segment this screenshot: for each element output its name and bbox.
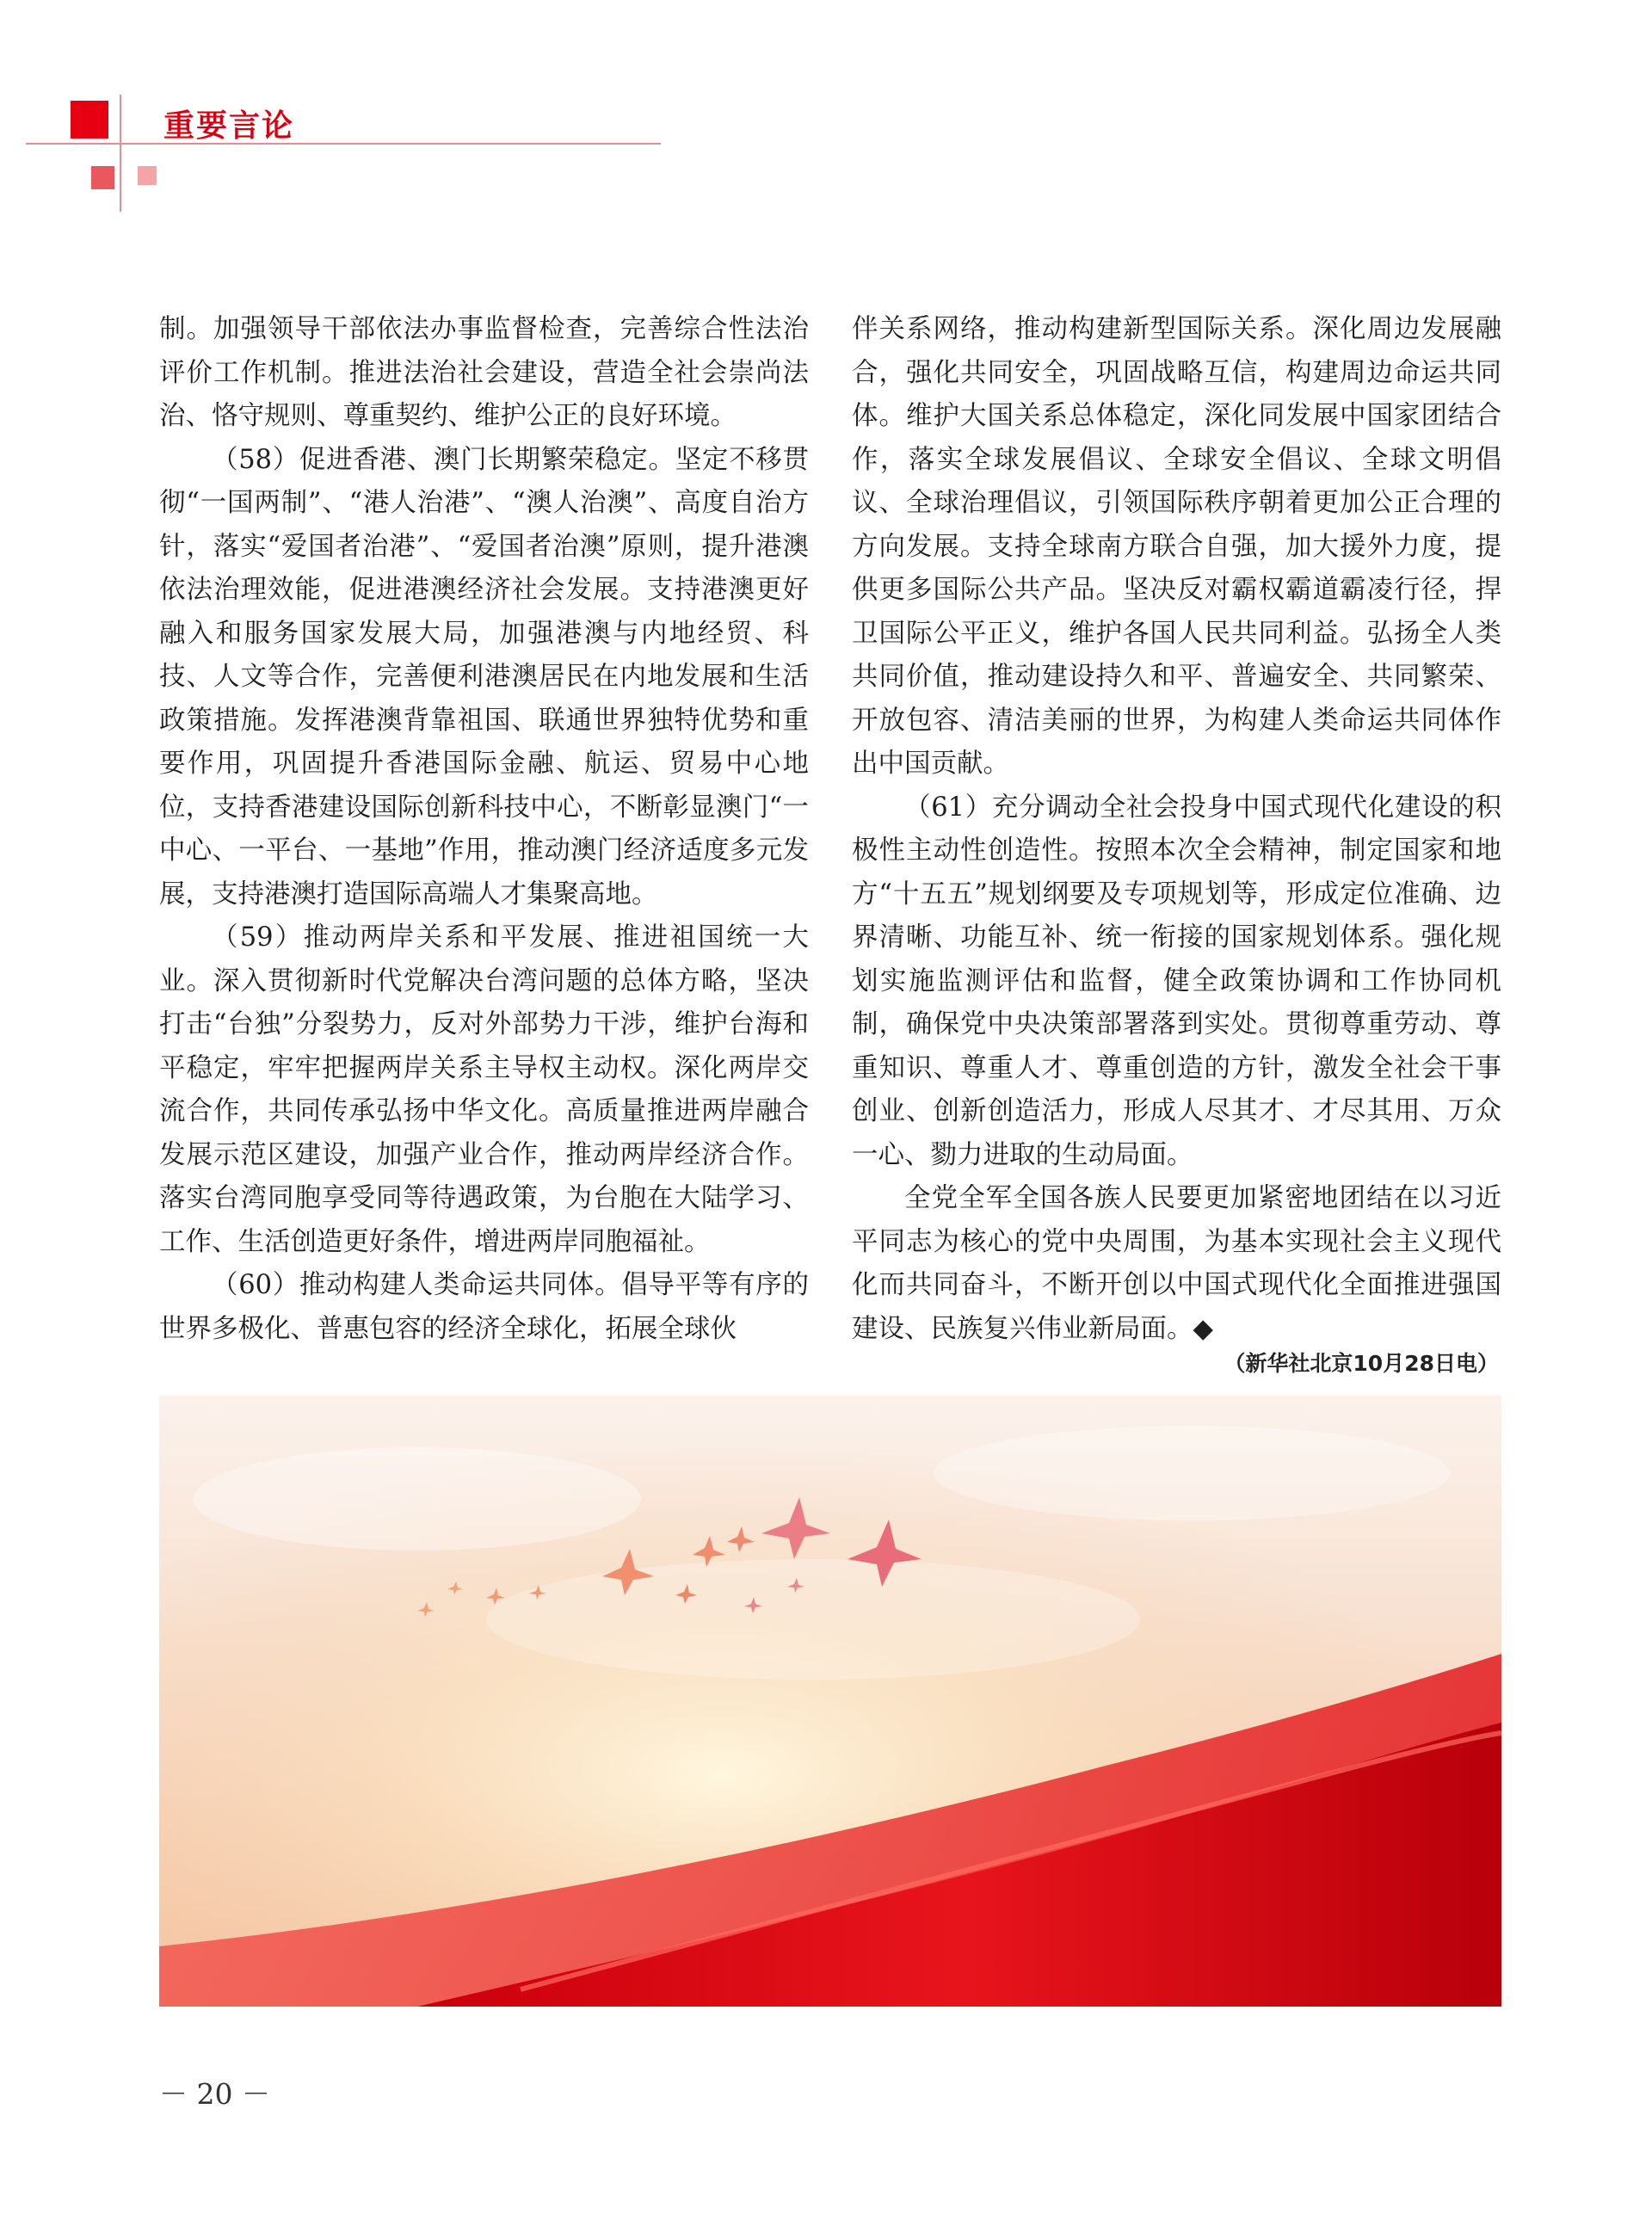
right-column <box>852 308 1501 1351</box>
ribbon-and-birds-graphic <box>159 1396 1501 2007</box>
decorative-illustration <box>159 1396 1501 2007</box>
paragraph: （60）推动构建人类命运共同体。倡导平等有序的世界多极化、普惠包容的经济全球化，拓展全球伙 <box>159 1270 809 1344</box>
left-column <box>159 308 809 1351</box>
paragraph: 全党全军全国各族人民要更加紧密地团结在以习近平同志为核心的党中央周围，为基本实现社会主义现代化而共同奋斗，不断开创以中国式现代化全面推进强国建设、民族复兴伟业新局面。◆ <box>852 1183 1501 1344</box>
paragraph: （59）推动两岸关系和平发展、推进祖国统一大业。深入贯彻新时代党解决台湾问题的总体方略，坚决打击“台独”分裂势力，反对外部势力干涉，维护台海和平稳定，牢牢把握两岸关系主导权主动权。深化两岸交流合作，共同传承弘扬中华文化。高质量推进两岸融合发展示范区建设，加强产业合作，推动两岸经济合作。落实台湾同胞享受同等待遇政策，为台胞在大陆学习、工作、生活创造更好条件，增进两岸同胞福祉。 <box>159 922 809 1257</box>
header-small-square <box>91 166 114 189</box>
paragraph: （58）促进香港、澳门长期繁荣稳定。坚定不移贯彻“一国两制”、“港人治港”、“澳人治澳”、高度自治方针，落实“爱国者治港”、“爱国者治澳”原则，提升港澳依法治理效能，促进港澳经济社会发展。支持港澳更好融入和服务国家发展大局，加强港澳与内地经贸、科技、人文等合作，完善便利港澳居民在内地发展和生活政策措施。发挥港澳背靠祖国、联通世界独特优势和重要作用，巩固提升香港国际金融、航运、贸易中心地位，支持香港建设国际创新科技中心，不断彰显澳门“一中心、一平台、一基地”作用，推动澳门经济适度多元发展，支持港澳打造国际高端人才集聚高地。 <box>159 444 809 910</box>
header-red-square <box>71 101 108 139</box>
page-number: － 20 － <box>159 2077 270 2111</box>
paragraph: （61）充分调动全社会投身中国式现代化建设的积极性主动性创造性。按照本次全会精神，制定国家和地方“十五五”规划纲要及专项规划等，形成定位准确、边界清晰、功能互补、统一衔接的国家规划体系。强化规划实施监测评估和监督，健全政策协调和工作协同机制，确保党中央决策部署落到实处。贯彻尊重劳动、尊重知识、尊重人才、尊重创造的方针，激发全社会干事创业、创新创造活力，形成人尽其才、才尽其用、万众一心、勠力进取的生动局面。 <box>852 792 1501 1170</box>
news-credit: （新华社北京10月28日电） <box>1224 1351 1499 1376</box>
header-tiny-square <box>138 166 157 185</box>
paragraph: 制。加强领导干部依法办事监督检查，完善综合性法治评价工作机制。推进法治社会建设，营造全社会崇尚法治、恪守规则、尊重契约、维护公正的良好环境。 <box>159 314 809 431</box>
paragraph: 伴关系网络，推动构建新型国际关系。深化周边发展融合，强化共同安全，巩固战略互信，构建周边命运共同体。维护大国关系总体稳定，深化同发展中国家团结合作，落实全球发展倡议、全球安全倡议、全球文明倡议、全球治理倡议，引领国际秩序朝着更加公正合理的方向发展。支持全球南方联合自强，加大援外力度，提供更多国际公共产品。坚决反对霸权霸道霸凌行径，捍卫国际公平正义，维护各国人民共同利益。弘扬全人类共同价值，推动建设持久和平、普遍安全、共同繁荣、开放包容、清洁美丽的世界，为构建人类命运共同体作出中国贡献。 <box>852 314 1501 779</box>
header-rule-vertical <box>120 95 121 212</box>
section-title: 重要言论 <box>163 108 295 144</box>
